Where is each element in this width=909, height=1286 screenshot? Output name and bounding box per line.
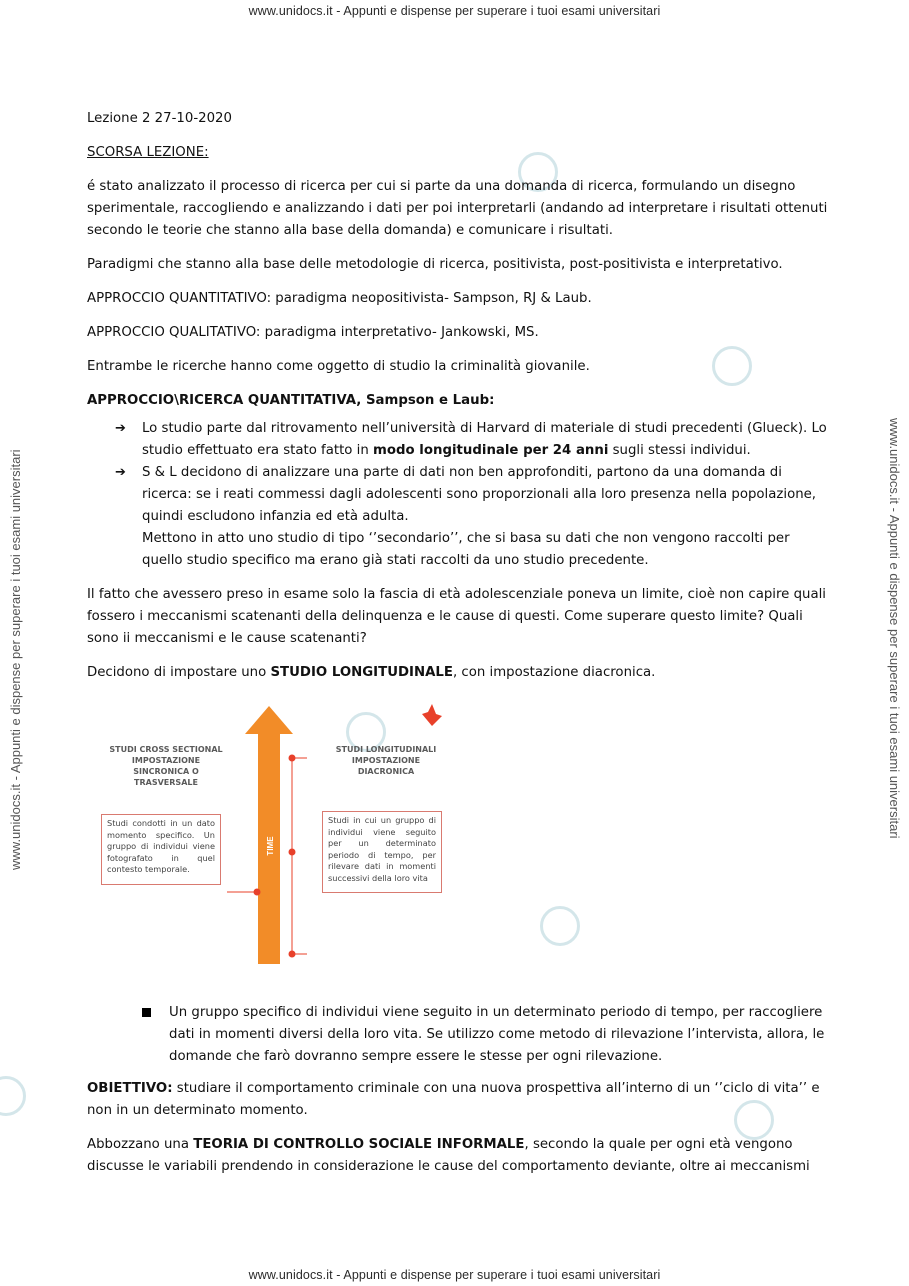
watermark-side-left: www.unidocs.it - Appunti e dispense per superare i tuoi esami universitari	[8, 449, 23, 870]
watermark-header: www.unidocs.it - Appunti e dispense per superare i tuoi esami universitari	[248, 4, 661, 18]
cross-sectional-description: Studi condotti in un dato momento specifico. Un gruppo di individui viene fotografato in quel contesto temporale.	[101, 814, 221, 885]
longitudinal-heading: STUDI LONGITUDINALI IMPOSTAZIONE DIACRONICA	[335, 745, 437, 776]
watermark-side-right: www.unidocs.it - Appunti e dispense per superare i tuoi esami universitari	[887, 418, 902, 839]
highlight-marker-icon	[422, 704, 442, 726]
list-item: Un gruppo specifico di individui viene seguito in un determinato periodo di tempo, per raccogliere dati in momenti diversi della loro vita. Se utilizzo come metodo di rilevazione l’intervista, allora, le domande che farò dovranno sempre essere le stesse per ogni rilevazione.	[87, 1002, 832, 1068]
paragraph: APPROCCIO QUANTITATIVO: paradigma neopositivista- Sampson, RJ & Laub.	[87, 291, 592, 306]
longitudinal-description: Studi in cui un gruppo di individui viene seguito per un determinato periodo di tempo, per rilevare dati in momenti successivi della loro vita	[322, 811, 442, 893]
time-point-dot	[289, 951, 296, 958]
paragraph: Paradigmi che stanno alla base delle metodologie di ricerca, positivista, post-positivista e interpretativo.	[87, 257, 783, 272]
time-arrow-shape	[245, 706, 293, 964]
paragraph: Abbozzano una TEORIA DI CONTROLLO SOCIALE INFORMALE, secondo la quale per ogni età vengono discusse le variabili prendendo in considerazione le cause del comportamento deviante, oltre ai meccanismi	[87, 1137, 810, 1174]
section-heading: APPROCCIO\RICERCA QUANTITATIVA, Sampson e Laub:	[87, 393, 495, 408]
arrow-list	[87, 418, 832, 572]
list-item: ➔ Lo studio parte dal ritrovamento nell’università di Harvard di materiale di studi precedenti (Glueck). Lo studio effettuato era stato fatto in modo longitudinale per 24 anni sugli stessi individui.	[87, 418, 832, 462]
study-design-figure	[87, 696, 832, 988]
paragraph: é stato analizzato il processo di ricerca per cui si parte da una domanda di ricerca, formulando un disegno sperimentale, raccogliendo e analizzando i dati per poi interpretarli (andando ad interpretare i risultati ottenuti secondo le teorie che stanno alla base della domanda) e comunicare i risultati.	[87, 179, 828, 238]
watermark-footer: www.unidocs.it - Appunti e dispense per superare i tuoi esami universitari	[248, 1268, 661, 1282]
square-bullet-list	[87, 1002, 832, 1068]
document-body	[87, 108, 832, 1190]
arrow-right-icon: ➔	[115, 421, 126, 436]
paragraph: Decidono di impostare uno STUDIO LONGITUDINALE, con impostazione diacronica.	[87, 665, 656, 680]
arrow-right-icon: ➔	[115, 465, 126, 480]
time-point-dot	[289, 849, 296, 856]
time-point-dot	[254, 889, 261, 896]
lesson-title: Lezione 2 27-10-2020	[87, 111, 232, 126]
paragraph: APPROCCIO QUALITATIVO: paradigma interpretativo- Jankowski, MS.	[87, 325, 539, 340]
time-arrow-label: TIME	[266, 836, 275, 856]
watermark-logo-icon	[0, 1076, 26, 1116]
cross-sectional-heading: STUDI CROSS SECTIONAL IMPOSTAZIONE SINCRONICA O TRASVERSALE	[109, 745, 223, 787]
square-bullet-icon	[142, 1008, 151, 1017]
paragraph: Entrambe le ricerche hanno come oggetto di studio la criminalità giovanile.	[87, 359, 590, 374]
time-point-dot	[289, 755, 296, 762]
previous-lesson-heading: SCORSA LEZIONE:	[87, 145, 209, 160]
list-item: ➔ S & L decidono di analizzare una parte di dati non ben approfonditi, partono da una domanda di ricerca: se i reati commessi dagli adolescenti sono proporzionali alla loro presenza nella popolazione, quindi escludono infanzia ed età adulta. Mettono in atto uno studio di tipo ‘’secondario’’, che si basa su dati che non vengono raccolti per quello studio specifico ma erano già stati raccolti da uno studio precedente.	[87, 462, 832, 572]
objective-paragraph: OBIETTIVO: studiare il comportamento criminale con una nuova prospettiva all’interno di un ‘’ciclo di vita’’ e non in un determinato momento.	[87, 1081, 820, 1118]
paragraph: Il fatto che avessero preso in esame solo la fascia di età adolescenziale poneva un limite, cioè non capire quali fossero i meccanismi scatenanti della delinquenza e le cause di questi. Come superare questo limite? Quali sono ii meccanismi e le cause scatenanti?	[87, 587, 826, 646]
